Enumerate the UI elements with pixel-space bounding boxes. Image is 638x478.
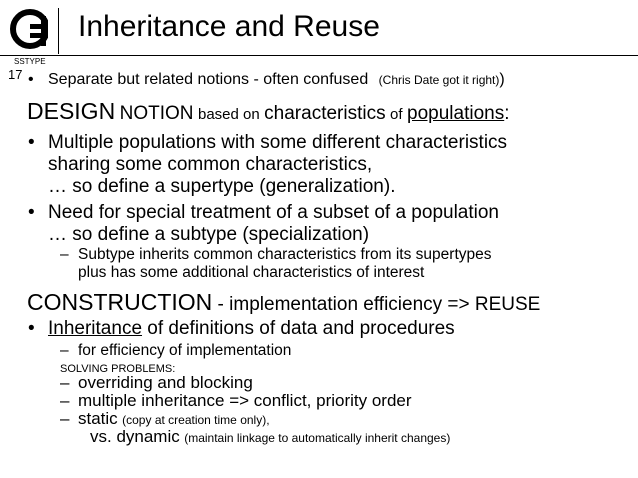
- page-number: 17: [8, 67, 23, 82]
- logo-icon: [8, 6, 64, 52]
- logo-caption: SSTYPE: [14, 57, 46, 66]
- sub-bullet-efficiency: – for efficiency of implementation: [60, 342, 292, 359]
- bullet-confused: • Separate but related notions - often confused (Chris Date got it right)): [28, 71, 505, 88]
- aside-note: (Chris Date got it right): [378, 73, 500, 87]
- bullet-populations: • Multiple populations with some different characteristics sharing some common characteristics, … so define a supertype (generalization).: [28, 132, 508, 197]
- sub-bullet-static: – static (copy at creation time only),: [60, 409, 270, 428]
- sub-bullet-subtype: – Subtype inherits common characteristics from its supertypes plus has some additional characteristics of interest: [60, 246, 492, 281]
- sub-bullet-overriding: – overriding and blocking: [60, 373, 253, 392]
- solving-problems-label: SOLVING PROBLEMS:: [60, 363, 176, 375]
- slide-title: Inheritance and Reuse: [78, 10, 380, 43]
- header-divider: [58, 8, 59, 54]
- title-underline: [0, 55, 638, 56]
- bullet-special: • Need for special treatment of a subset of a population … so define a subtype (specialization): [28, 202, 499, 245]
- sub-bullet-multiple: – multiple inheritance => conflict, priority order: [60, 391, 412, 410]
- construction-heading: CONSTRUCTION - implementation efficiency => REUSE: [27, 289, 541, 315]
- dynamic-line: vs. dynamic (maintain linkage to automatically inherit changes): [90, 427, 451, 446]
- design-heading: DESIGN NOTION based on characteristics of populations:: [27, 98, 510, 124]
- bullet-inheritance: • Inheritance of definitions of data and procedures: [28, 318, 455, 339]
